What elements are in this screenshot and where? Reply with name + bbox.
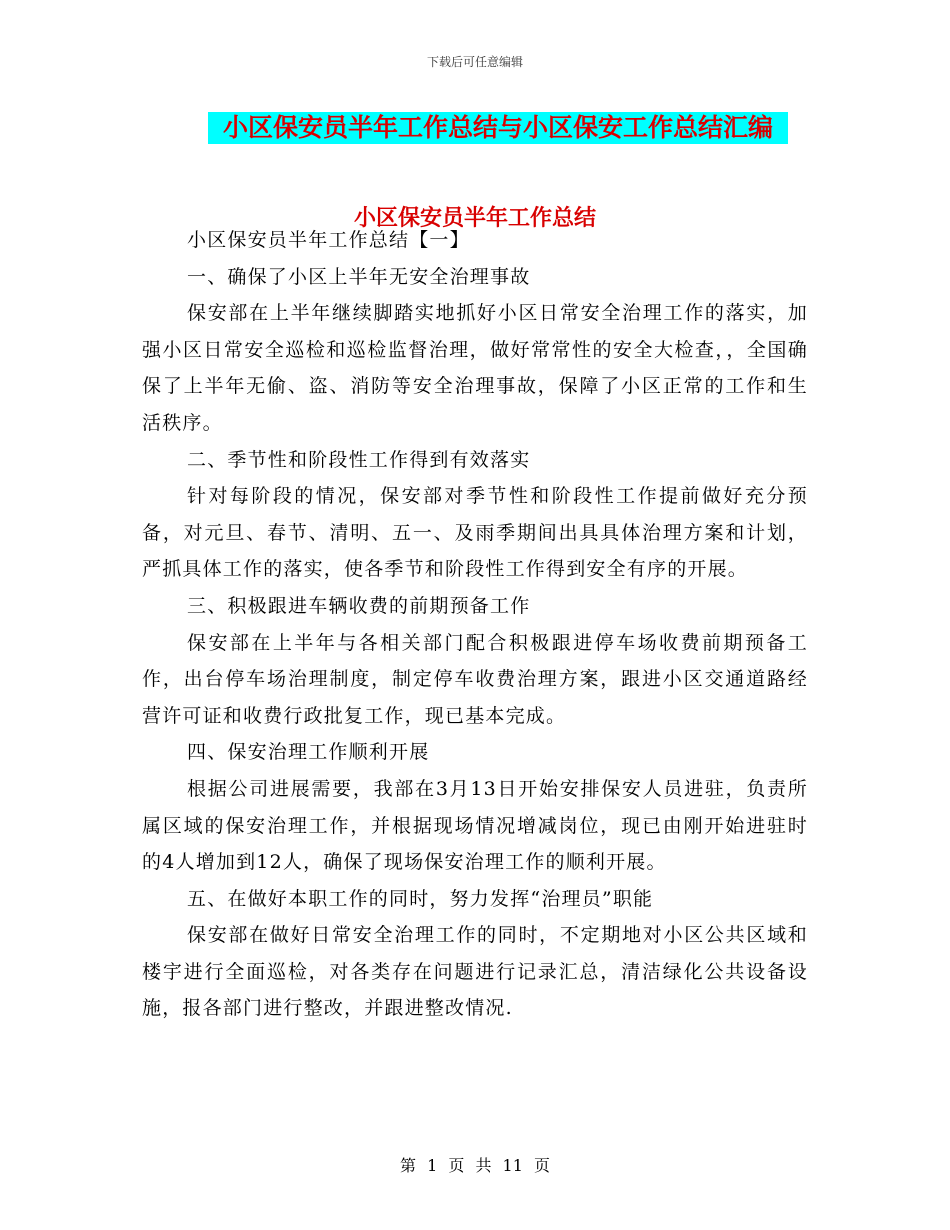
section-heading: 四、保安治理工作顺利开展 xyxy=(187,741,430,764)
section-heading: 二、季节性和阶段性工作得到有效落实 xyxy=(187,448,531,471)
page-number-footer: 第 1 页 共 11 页 xyxy=(400,1156,550,1175)
section-heading: 小区保安员半年工作总结【一】 xyxy=(187,229,470,251)
paragraph: 针对每阶段的情况，保安部对季节性和阶段性工作提前做好充分预备，对元旦、春节、清明、五一、及雨季期间出具具体治理方案和计划，严抓具体工作的落实，使各季节和阶段性工作得到安全有序的开展。 xyxy=(142,485,808,581)
main-title: 小区保安员半年工作总结与小区保安工作总结汇编 xyxy=(208,112,788,144)
paragraph: 保安部在上半年与各相关部门配合积极跟进停车场收费前期预备工作，出台停车场治理制度，制定停车收费治理方案，跟进小区交通道路经营许可证和收费行政批复工作，现已基本完成。 xyxy=(142,631,808,727)
header-note: 下载后可任意编辑 xyxy=(426,55,523,69)
paragraph: 保安部在做好日常安全治理工作的同时，不定期地对小区公共区域和楼宇进行全面巡检，对各类存在问题进行记录汇总，清洁绿化公共设备设施，报各部门进行整改，并跟进整改情况. xyxy=(142,924,808,1020)
document-body xyxy=(142,222,808,1027)
section-heading: 三、积极跟进车辆收费的前期预备工作 xyxy=(187,594,531,617)
section-heading: 五、在做好本职工作的同时，努力发挥“治理员”职能 xyxy=(187,887,654,910)
section-heading: 一、确保了小区上半年无安全治理事故 xyxy=(187,265,531,288)
paragraph: 保安部在上半年继续脚踏实地抓好小区日常安全治理工作的落实，加强小区日常安全巡检和巡检监督治理，做好常常性的安全大检查，，全国确保了上半年无偷、盗、消防等安全治理事故，保障了小区正常的工作和生活秩序。 xyxy=(142,302,808,434)
sub-title: 小区保安员半年工作总结 xyxy=(353,205,596,231)
paragraph: 根据公司进展需要，我部在3月13日开始安排保安人员进驻，负责所属区域的保安治理工作，并根据现场情况增减岗位，现已由刚开始进驻时的4人增加到12人，确保了现场保安治理工作的顺利开展。 xyxy=(142,777,808,874)
